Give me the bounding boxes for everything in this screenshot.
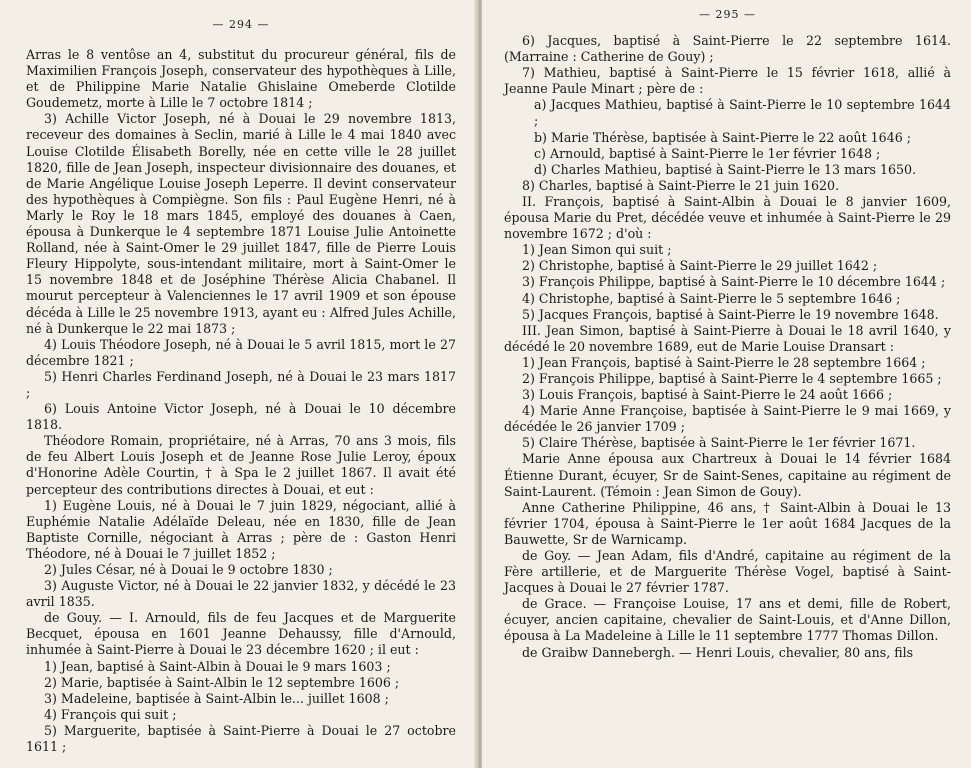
paragraph: 1) Eugène Louis, né à Douai le 7 juin 1829, négociant, allié à Euphémie Natalie Adélaïde Deleau, née en 1830, fille de Jean Baptiste Cornille, négociant à Arras ; père de : Gaston Henri Théodore, né à Douai le 7 juillet 1852 ; [26,497,456,561]
paragraph: de Gouy. — I. Arnould, fils de feu Jacques et de Marguerite Becquet, épousa en 1601 Jeanne Dehaussy, fille d'Arnould, inhumée à Saint-Pierre à Douai le 23 décembre 1620 ; il eut : [26,610,456,658]
paragraph: de Goy. — Jean Adam, fils d'André, capitaine au régiment de la Fère artillerie, et de Marguerite Thérèse Vogel, baptisé à Saint-Jacques à Douai le 27 février 1787. [504,548,951,596]
paragraph: 4) Marie Anne Françoise, baptisée à Saint-Pierre le 9 mai 1669, y décédée le 26 janvier 1709 ; [504,403,951,435]
paragraph: 5) Henri Charles Ferdinand Joseph, né à Douai le 23 mars 1817 ; [26,368,456,400]
paragraph: 2) Christophe, baptisé à Saint-Pierre le 29 juillet 1642 ; [522,258,878,274]
paragraph: a) Jacques Mathieu, baptisé à Saint-Pierre le 10 septembre 1644 ; [534,97,951,129]
paragraph: 6) Louis Antoine Victor Joseph, né à Douai le 10 décembre 1818. [26,401,456,433]
paragraph: 6) Jacques, baptisé à Saint-Pierre le 22 septembre 1614. (Marraine : Catherine de Gouy) ; [504,33,951,65]
paragraph: 2) Jules César, né à Douai le 9 octobre 1830 ; [44,562,333,577]
paragraph: 3) Auguste Victor, né à Douai le 22 janvier 1832, y décédé le 23 avril 1835. [26,578,456,610]
right-page [482,0,971,768]
paragraph: 1) Jean François, baptisé à Saint-Pierre le 28 septembre 1664 ; [522,354,926,370]
paragraph: 3) Louis François, baptisé à Saint-Pierre le 24 août 1666 ; [522,387,893,403]
paragraph: 4) Louis Théodore Joseph, né à Douai le 5 avril 1815, mort le 27 décembre 1821 ; [26,336,456,368]
paragraph: 1) Jean, baptisé à Saint-Albin à Douai le 9 mars 1603 ; [44,658,391,674]
page-text [504,33,951,661]
paragraph: 1) Jean Simon qui suit ; [522,242,672,258]
page-number: — 295 — [699,8,756,21]
paragraph: Anne Catherine Philippine, 46 ans, † Saint-Albin à Douai le 13 février 1704, épousa à Saint-Pierre le 1er août 1684 Jacques de la Bauwette, Sr de Warnicamp. [504,499,951,547]
paragraph: 8) Charles, baptisé à Saint-Pierre le 21 juin 1620. [522,177,840,193]
paragraph: 2) Marie, baptisée à Saint-Albin le 12 septembre 1606 ; [44,674,400,690]
left-page [0,0,478,768]
paragraph: 3) Achille Victor Joseph, né à Douai le 29 novembre 1813, receveur des domaines à Seclin, marié à Lille le 4 mai 1840 avec Louise Clotilde Élisabeth Borelly, née en cette ville le 28 juillet 1820, fille de Jean Joseph, inspecteur divisionnaire des douanes, et de Marie Angélique Louise Joseph Leperre. Il devint conservateur des hypothèques à Compiègne. Son fils : Paul Eugène Henri, né à Marly le Roy le 18 mars 1845, employé des douanes à Caen, épousa à Dunkerque le 4 septembre 1871 Louise Julie Antoinette Rolland, née à Saint-Omer le 29 juillet 1847, fille de Pierre Louis Fleury Hippolyte, sous-intendant militaire, mort à Saint-Omer le 15 novembre 1848 et de Joséphine Thérèse Alicia Chabanel. Il mourut percepteur à Valenciennes le 17 avril 1909 et son épouse décéda à Lille le 25 novembre 1913, ayant eu : Alfred Jules Achille, né à Dunkerque le 22 mai 1873 ; [26,111,456,336]
paragraph: 3) François Philippe, baptisé à Saint-Pierre le 10 décembre 1644 ; [522,274,946,290]
paragraph: Marie Anne épousa aux Chartreux à Douai le 14 février 1684 Étienne Durant, écuyer, Sr de Saint-Senes, capitaine au régiment de Saint-Laurent. (Témoin : Jean Simon de Gouy). [504,451,951,499]
paragraph: 5) Jacques François, baptisé à Saint-Pierre le 19 novembre 1648. [522,306,939,322]
paragraph: III. Jean Simon, baptisé à Saint-Pierre à Douai le 18 avril 1640, y décédé le 20 novembre 1689, eut de Marie Louise Dransart : [504,322,951,354]
paragraph: 5) Claire Thérèse, baptisée à Saint-Pierre le 1er février 1671. [522,435,916,451]
paragraph: Théodore Romain, propriétaire, né à Arras, 70 ans 3 mois, fils de feu Albert Louis Joseph et de Jeanne Rose Julie Leroy, époux d'Honorine Adèle Courtin, † à Spa le 2 juillet 1867. Il avait été percepteur des contributions directes à Douai, et eut : [26,433,456,497]
paragraph: 2) François Philippe, baptisé à Saint-Pierre le 4 septembre 1665 ; [522,370,942,386]
paragraph: c) Arnould, baptisé à Saint-Pierre le 1er février 1648 ; [534,145,881,161]
paragraph: 5) Marguerite, baptisée à Saint-Pierre à Douai le 27 octobre 1611 ; [26,722,456,755]
paragraph: 7) Mathieu, baptisé à Saint-Pierre le 15 février 1618, allié à Jeanne Paule Minart ; père de : [504,65,951,97]
paragraph: d) Charles Mathieu, baptisé à Saint-Pierre le 13 mars 1650. [534,161,917,177]
paragraph: de Grace. — Françoise Louise, 17 ans et demi, fille de Robert, écuyer, ancien capitaine, chevalier de Saint-Louis, et d'Anne Dillon, épousa à La Madeleine à Lille le 11 septembre 1777 Thomas Dillon. [504,596,951,644]
paragraph: 4) Christophe, baptisé à Saint-Pierre le 5 septembre 1646 ; [522,290,901,306]
paragraph: 3) Madeleine, baptisée à Saint-Albin le... juillet 1608 ; [44,690,389,706]
page-text [26,47,456,755]
paragraph: b) Marie Thérèse, baptisée à Saint-Pierre le 22 août 1646 ; [534,129,911,145]
paragraph: 4) François qui suit ; [44,706,177,722]
paragraph: II. François, baptisé à Saint-Albin à Douai le 8 janvier 1609, épousa Marie du Pret, décédée veuve et inhumée à Saint-Pierre le 29 novembre 1672 ; d'où : [504,193,951,242]
paragraph: Arras le 8 ventôse an 4, substitut du procureur général, fils de Maximilien François Joseph, conservateur des hypothèques à Lille, et de Philippine Marie Natalie Ghislaine Omeberde Clotilde Goudemetz, morte à Lille le 7 octobre 1814 ; [26,47,456,111]
page-number: — 294 — [212,18,270,31]
paragraph: de Graibw Dannebergh. — Henri Louis, chevalier, 80 ans, fils [522,644,914,660]
